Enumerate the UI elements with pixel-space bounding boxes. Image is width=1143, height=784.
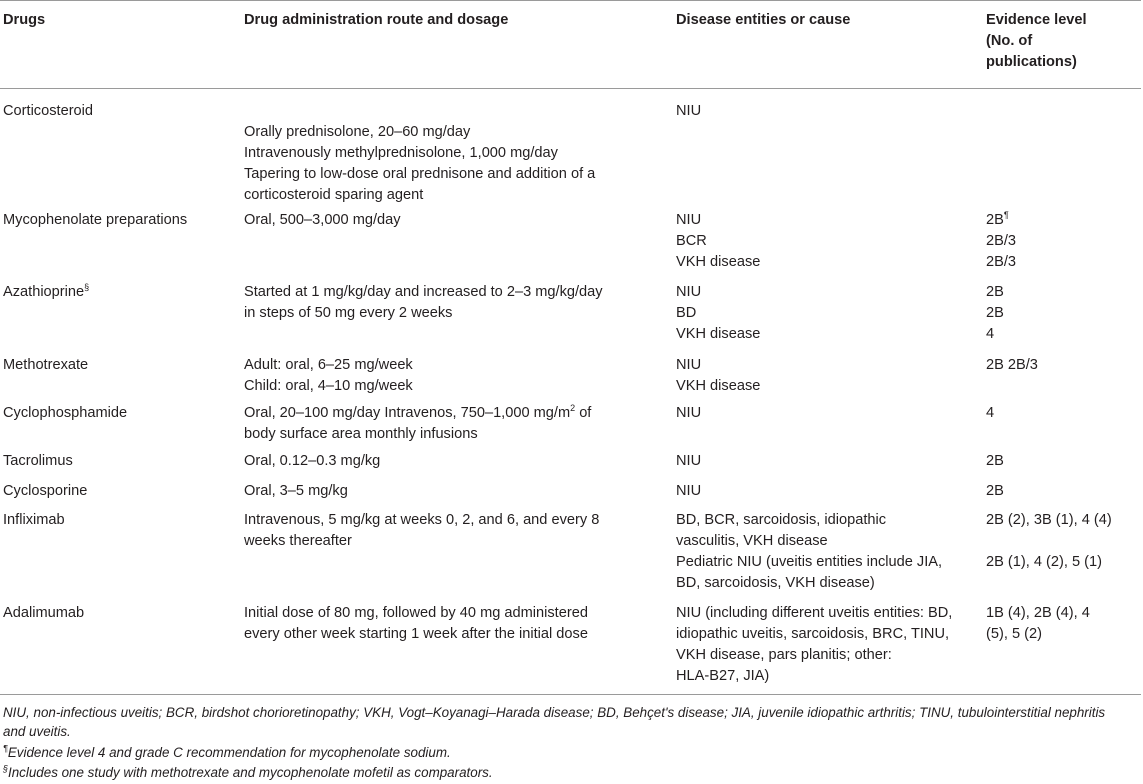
disease-line: NIU [676,284,702,300]
route-line: Intravenously methylprednisolone, 1,000 mg/day [244,145,558,161]
route-line: Oral, 20–100 mg/day Intravenos, 750–1,000 $mg/m^2$ of [244,403,592,421]
header-route: Drug administration route and dosage [244,12,509,28]
route-line: Adult: oral, 6–25 mg/week [244,357,413,373]
section-footnote-mark: § [84,282,90,293]
drug-name: Adalimumab [3,605,85,621]
disease-line: VKH disease [676,326,761,342]
route-line: Initial dose of 80 mg, followed by 40 mg administered [244,605,588,621]
disease-line: vasculitis, VKH disease [676,533,828,549]
disease-line: NIU (including different uveitis entities: BD, [676,605,953,621]
drug-name: Mycophenolate preparations [3,212,188,228]
bottom-rule [0,694,1141,695]
evidence-line: 2B [986,453,1004,469]
route-line: Oral, 0.12–0.3 mg/kg [244,453,381,469]
route-line: Oral, 3–5 mg/kg [244,483,348,499]
evidence-line: 2B (2), 3B (1), 4 (4) [986,512,1112,528]
header-disease: Disease entities or cause [676,12,851,28]
top-rule [0,0,1141,1]
route-line: Oral, 500–3,000 mg/day [244,212,401,228]
route-line: Child: oral, 4–10 mg/week [244,378,413,394]
footnote-abbreviations: NIU, non-infectious uveitis; BCR, birdshot chorioretinopathy; VKH, Vogt–Koyanagi–Harada disease; BD, Behçet's disease; JIA, juvenile idiopathic arthritis; TINU, tubulointerstitial nephritis and uveitis. [3,705,1106,739]
disease-line: NIU [676,405,702,421]
drug-name: Methotrexate [3,357,89,373]
route-line: Tapering to low-dose oral prednisone and addition of a [244,166,596,182]
disease-line: HLA-B27, JIA) [676,668,770,684]
evidence-line: 2B [986,284,1004,300]
drug-name: Corticosteroid [3,103,94,119]
evidence-line: 4 [986,326,995,342]
disease-line: NIU [676,357,702,373]
header-drugs: Drugs [3,12,46,28]
route-line: Started at 1 mg/kg/day and increased to 2–3 mg/kg/day [244,284,603,300]
header-evidence-line1: Evidence level [986,12,1087,28]
disease-line: NIU [676,103,702,119]
pilcrow-footnote-mark: ¶ [1003,210,1009,221]
route-line: in steps of 50 mg every 2 weeks [244,305,453,321]
route-line: body surface area monthly infusions [244,426,478,442]
evidence-line: (5), 5 (2) [986,626,1042,642]
evidence-line: 2B/3 [986,233,1017,249]
disease-line: BCR [676,233,707,249]
evidence-line: 4 [986,405,995,421]
header-evidence-line3: publications) [986,54,1077,70]
disease-line: VKH disease [676,254,761,270]
disease-line: BD [676,305,697,321]
evidence-line: 2B (1), 4 (2), 5 (1) [986,554,1102,570]
evidence-line: 2B [986,483,1004,499]
drug-name: Infliximab [3,512,65,528]
route-line: weeks thereafter [244,533,352,549]
footnote-pilcrow: ¶Evidence level 4 and grade C recommendation for mycophenolate sodium. [3,743,451,760]
drug-name: Cyclophosphamide [3,405,128,421]
footnote-section: §Includes one study with methotrexate and mycophenolate mofetil as comparators. [3,763,493,780]
route-line: Orally prednisolone, 20–60 mg/day [244,124,471,140]
evidence-line: 2B 2B/3 [986,357,1038,373]
header-rule [0,88,1141,89]
disease-line: VKH disease, pars planitis; other: [676,647,892,663]
drug-name: Azathioprine§ [3,282,90,300]
disease-line: BD, sarcoidosis, VKH disease) [676,575,875,591]
route-line: corticosteroid sparing agent [244,187,424,203]
disease-line: BD, BCR, sarcoidosis, idiopathic [676,512,887,528]
disease-line: NIU [676,453,702,469]
disease-line: VKH disease [676,378,761,394]
evidence-line: 2B [986,305,1004,321]
disease-line: NIU [676,483,702,499]
drug-name: Tacrolimus [3,453,73,469]
evidence-line: 1B (4), 2B (4), 4 [986,605,1090,621]
drug-name: Cyclosporine [3,483,88,499]
route-line: Intravenous, 5 mg/kg at weeks 0, 2, and 6, and every 8 [244,512,600,528]
evidence-line: 2B¶ [986,210,1009,228]
header-evidence-line2: (No. of [986,33,1033,49]
evidence-line: 2B/3 [986,254,1017,270]
disease-line: idiopathic uveitis, sarcoidosis, BRC, TINU, [676,626,950,642]
disease-line: NIU [676,212,702,228]
route-line: every other week starting 1 week after the initial dose [244,626,588,642]
disease-line: Pediatric NIU (uveitis entities include JIA, [676,554,943,570]
